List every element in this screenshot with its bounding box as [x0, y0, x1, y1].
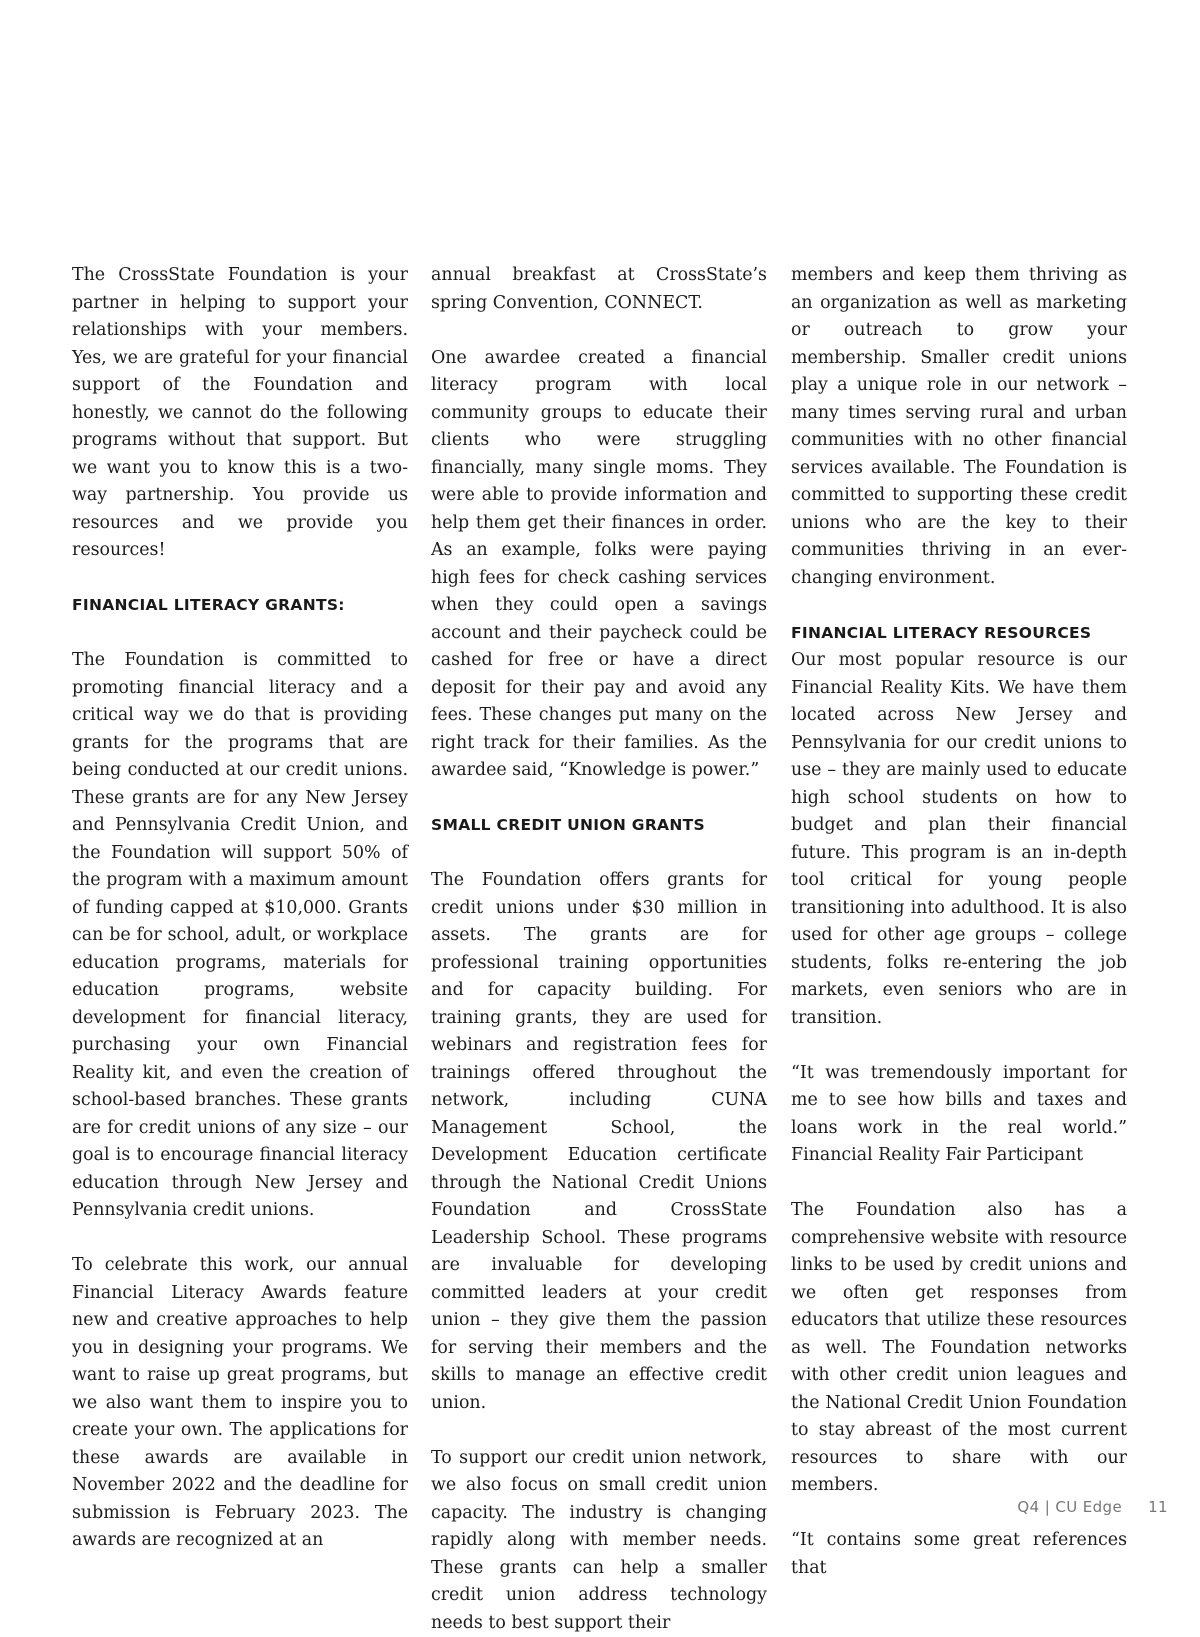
breakfast-continuation-paragraph: annual breakfast at CrossState’s spring Convention, CONNECT. [431, 262, 767, 317]
awards-paragraph: To celebrate this work, our annual Financial Literacy Awards feature new and creative approaches to help you in designing your programs. We want to raise up great programs, but we also want them to inspire you to create your own. The applications for these awards are available in November 2022 and the deadline for submission is February 2023. The awards are recognized at an [72, 1252, 408, 1555]
section-heading-financial-literacy-resources: FINANCIAL LITERACY RESOURCES [791, 620, 1127, 648]
article-column-1 [72, 262, 408, 1555]
section-heading-financial-literacy-grants: FINANCIAL LITERACY GRANTS: [72, 592, 408, 620]
section-heading-small-credit-union-grants: SMALL CREDIT UNION GRANTS [431, 812, 767, 840]
page-number: 11 [1148, 1498, 1168, 1516]
article-column-3 [791, 262, 1127, 1582]
intro-paragraph: The CrossState Foundation is your partner in helping to support your relationships with your members. Yes, we are grateful for your financial support of the Foundation and honestly, we cannot do the following programs without that support. But we want you to know this is a two-way partnership. You provide us resources and we provide you resources! [72, 262, 408, 565]
grants-paragraph: The Foundation is committed to promoting financial literacy and a critical way we do that is providing grants for the programs that are being conducted at our credit unions. These grants are for any New Jersey and Pennsylvania Credit Union, and the Foundation will support 50% of the program with a maximum amount of funding capped at $10,000. Grants can be for school, adult, or workplace education programs, materials for education programs, website development for financial literacy, purchasing your own Financial Reality kit, and even the creation of school-based branches. These grants are for credit unions of any size – our goal is to encourage financial literacy education through New Jersey and Pennsylvania credit unions. [72, 647, 408, 1225]
article-column-2 [431, 262, 767, 1637]
website-resources-paragraph: The Foundation also has a comprehensive website with resource links to be used by credit unions and we often get responses from educators that utilize these resources as well. The Foundation networks with other credit union leagues and the National Credit Union Foundation to stay abreast of the most current resources to share with our members. [791, 1197, 1127, 1500]
small-cu-grants-paragraph: The Foundation offers grants for credit unions under $30 million in assets. The grants are for professional training opportunities and for capacity building. For training grants, they are used for webinars and registration fees for trainings offered throughout the network, including CUNA Management School, the Development Education certificate through the National Credit Unions Foundation and CrossState Leadership School. These programs are invaluable for developing committed leaders at your credit union – they give them the passion for serving their members and the skills to manage an effective credit union. [431, 867, 767, 1417]
capacity-paragraph: To support our credit union network, we also focus on small credit union capacity. The industry is changing rapidly along with member needs. These grants can help a smaller credit union address technology needs to best support their [431, 1445, 767, 1637]
publication-label: Q4 | CU Edge [1017, 1498, 1122, 1516]
references-quote-paragraph: “It contains some great references that [791, 1527, 1127, 1582]
participant-quote-paragraph: “It was tremendously important for me to see how bills and taxes and loans work in the real world.” Financial Reality Fair Participant [791, 1060, 1127, 1170]
members-continuation-paragraph: members and keep them thriving as an organization as well as marketing or outreach to grow your membership. Smaller credit unions play a unique role in our network – many times serving rural and urban communities with no other financial services available. The Foundation is committed to supporting these credit unions who are the key to their communities thriving in an ever-changing environment. [791, 262, 1127, 592]
page-footer [1017, 1498, 1168, 1516]
awardee-story-paragraph: One awardee created a financial literacy program with local community groups to educate their clients who were struggling financially, many single moms. They were able to provide information and help them get their finances in order. As an example, folks were paying high fees for check cashing services when they could open a savings account and their paycheck could be cashed for free or have a direct deposit for their pay and avoid any fees. These changes put many on the right track for their families. As the awardee said, “Knowledge is power.” [431, 345, 767, 785]
reality-kits-paragraph: Our most popular resource is our Financial Reality Kits. We have them located across New Jersey and Pennsylvania for our credit unions to use – they are mainly used to educate high school students on how to budget and plan their financial future. This program is an in-depth tool critical for young people transitioning into adulthood. It is also used for other age groups – college students, folks re-entering the job markets, even seniors who are in transition. [791, 647, 1127, 1032]
